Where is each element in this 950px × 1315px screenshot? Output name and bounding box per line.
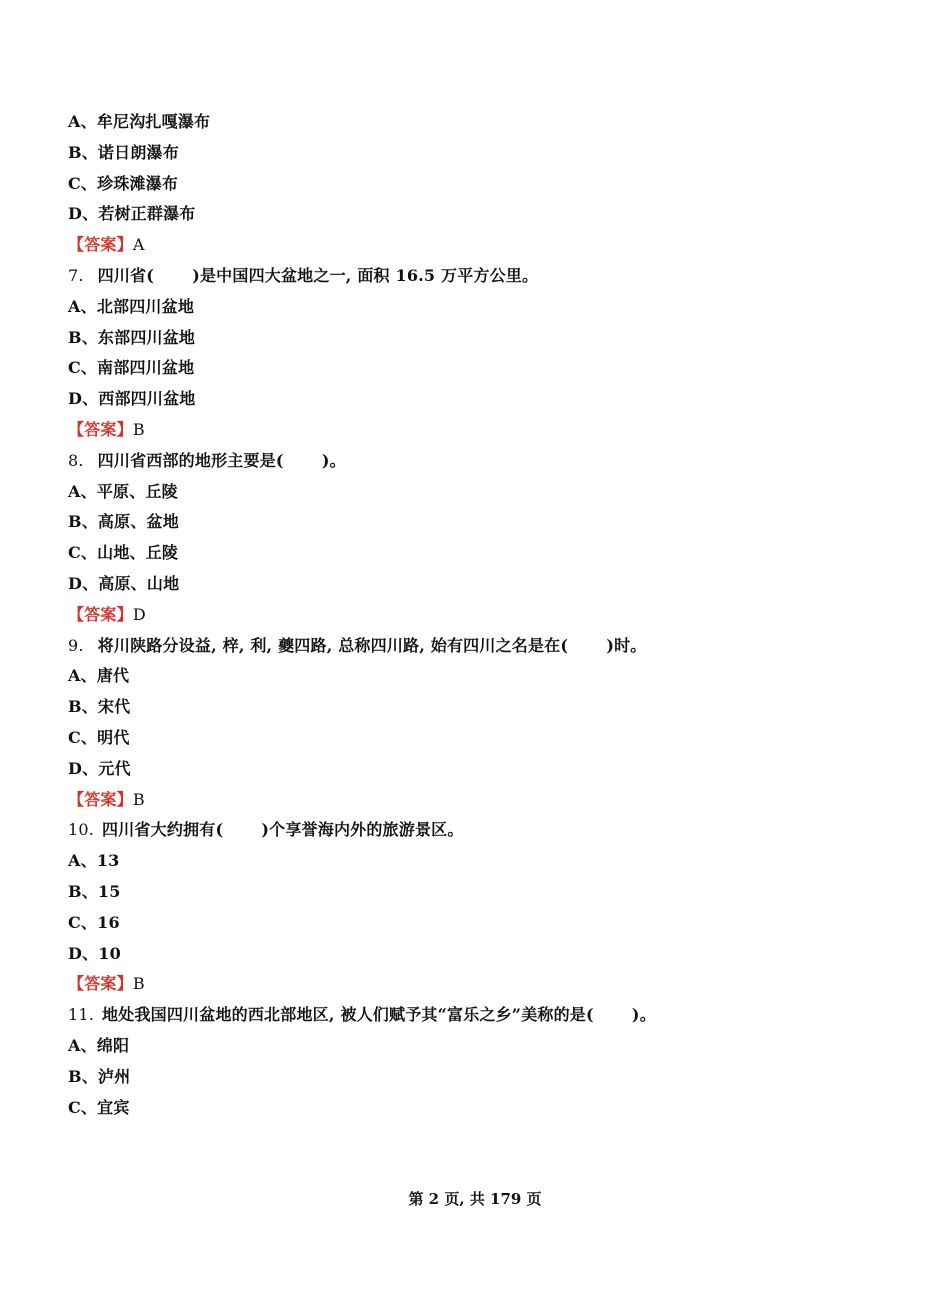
question-text: 四川省大约拥有( )个享誉海内外的旅游景区。: [102, 820, 464, 840]
answer-tag: 【答案】: [68, 604, 133, 624]
answer-value: A: [132, 235, 145, 255]
question-number: 9.: [68, 635, 84, 655]
option-line: B、泸州: [68, 1066, 131, 1086]
option-line: A、北部四川盆地: [68, 296, 195, 316]
option-line: A、绵阳: [68, 1035, 130, 1055]
option-line: D、若树正群瀑布: [68, 204, 196, 224]
option-line: C、宜宾: [68, 1097, 130, 1117]
answer-tag: 【答案】: [68, 974, 133, 994]
question-text: 四川省西部的地形主要是( )。: [97, 450, 346, 470]
answer-line: [68, 785, 888, 816]
option-line: B、宋代: [68, 697, 131, 717]
answer-line: [68, 600, 888, 631]
answer-value: B: [132, 789, 145, 809]
question-line: [68, 261, 888, 292]
answer-value: B: [132, 419, 145, 439]
option-line: C、南部四川盆地: [68, 358, 195, 378]
option-line: B、15: [68, 881, 121, 901]
option-line: B、东部四川盆地: [68, 327, 196, 347]
option-line: C、珍珠滩瀑布: [68, 173, 179, 193]
question-text: 地处我国四川盆地的西北部地区, 被人们赋予其“富乐之乡”美称的是( )。: [102, 1005, 656, 1025]
option-line: A、牟尼沟扎嘎瀑布: [68, 112, 211, 131]
answer-value: B: [132, 974, 145, 994]
answer-tag: 【答案】: [68, 419, 133, 439]
option-line: A、唐代: [68, 666, 130, 686]
option-line: B、诺日朗瀑布: [68, 142, 179, 162]
question-number: 7.: [68, 265, 84, 285]
answer-tag: 【答案】: [68, 235, 133, 255]
answer-tag: 【答案】: [68, 789, 133, 809]
question-text: 将川陕路分设益, 梓, 利, 夔四路, 总称四川路, 始有四川之名是在( )时。: [97, 635, 647, 655]
question-number: 8.: [68, 450, 84, 470]
answer-line: [68, 415, 888, 446]
question-content: [68, 107, 888, 1123]
question-text: 四川省( )是中国四大盆地之一, 面积 16.5 万平方公里。: [97, 265, 539, 285]
option-line: D、西部四川盆地: [68, 389, 196, 409]
answer-value: D: [132, 604, 146, 624]
option-line: D、元代: [68, 758, 131, 778]
option-line: A、13: [68, 851, 120, 871]
option-line: B、高原、盆地: [68, 512, 179, 532]
option-line: C、16: [68, 912, 120, 932]
question-number: 11.: [68, 1005, 95, 1025]
page-footer: 第 2 页, 共 179 页: [408, 1190, 542, 1208]
option-line: D、10: [68, 943, 121, 963]
option-line: D、高原、山地: [68, 573, 180, 593]
option-line: C、山地、丘陵: [68, 543, 179, 563]
question-line: [68, 815, 888, 846]
question-line: [68, 446, 888, 477]
option-line: C、明代: [68, 727, 130, 747]
option-line: A、平原、丘陵: [68, 481, 178, 501]
answer-line: [68, 969, 888, 1000]
question-number: 10.: [68, 820, 95, 840]
question-line: [68, 631, 888, 662]
answer-line: [68, 230, 888, 261]
question-line: [68, 1000, 888, 1031]
